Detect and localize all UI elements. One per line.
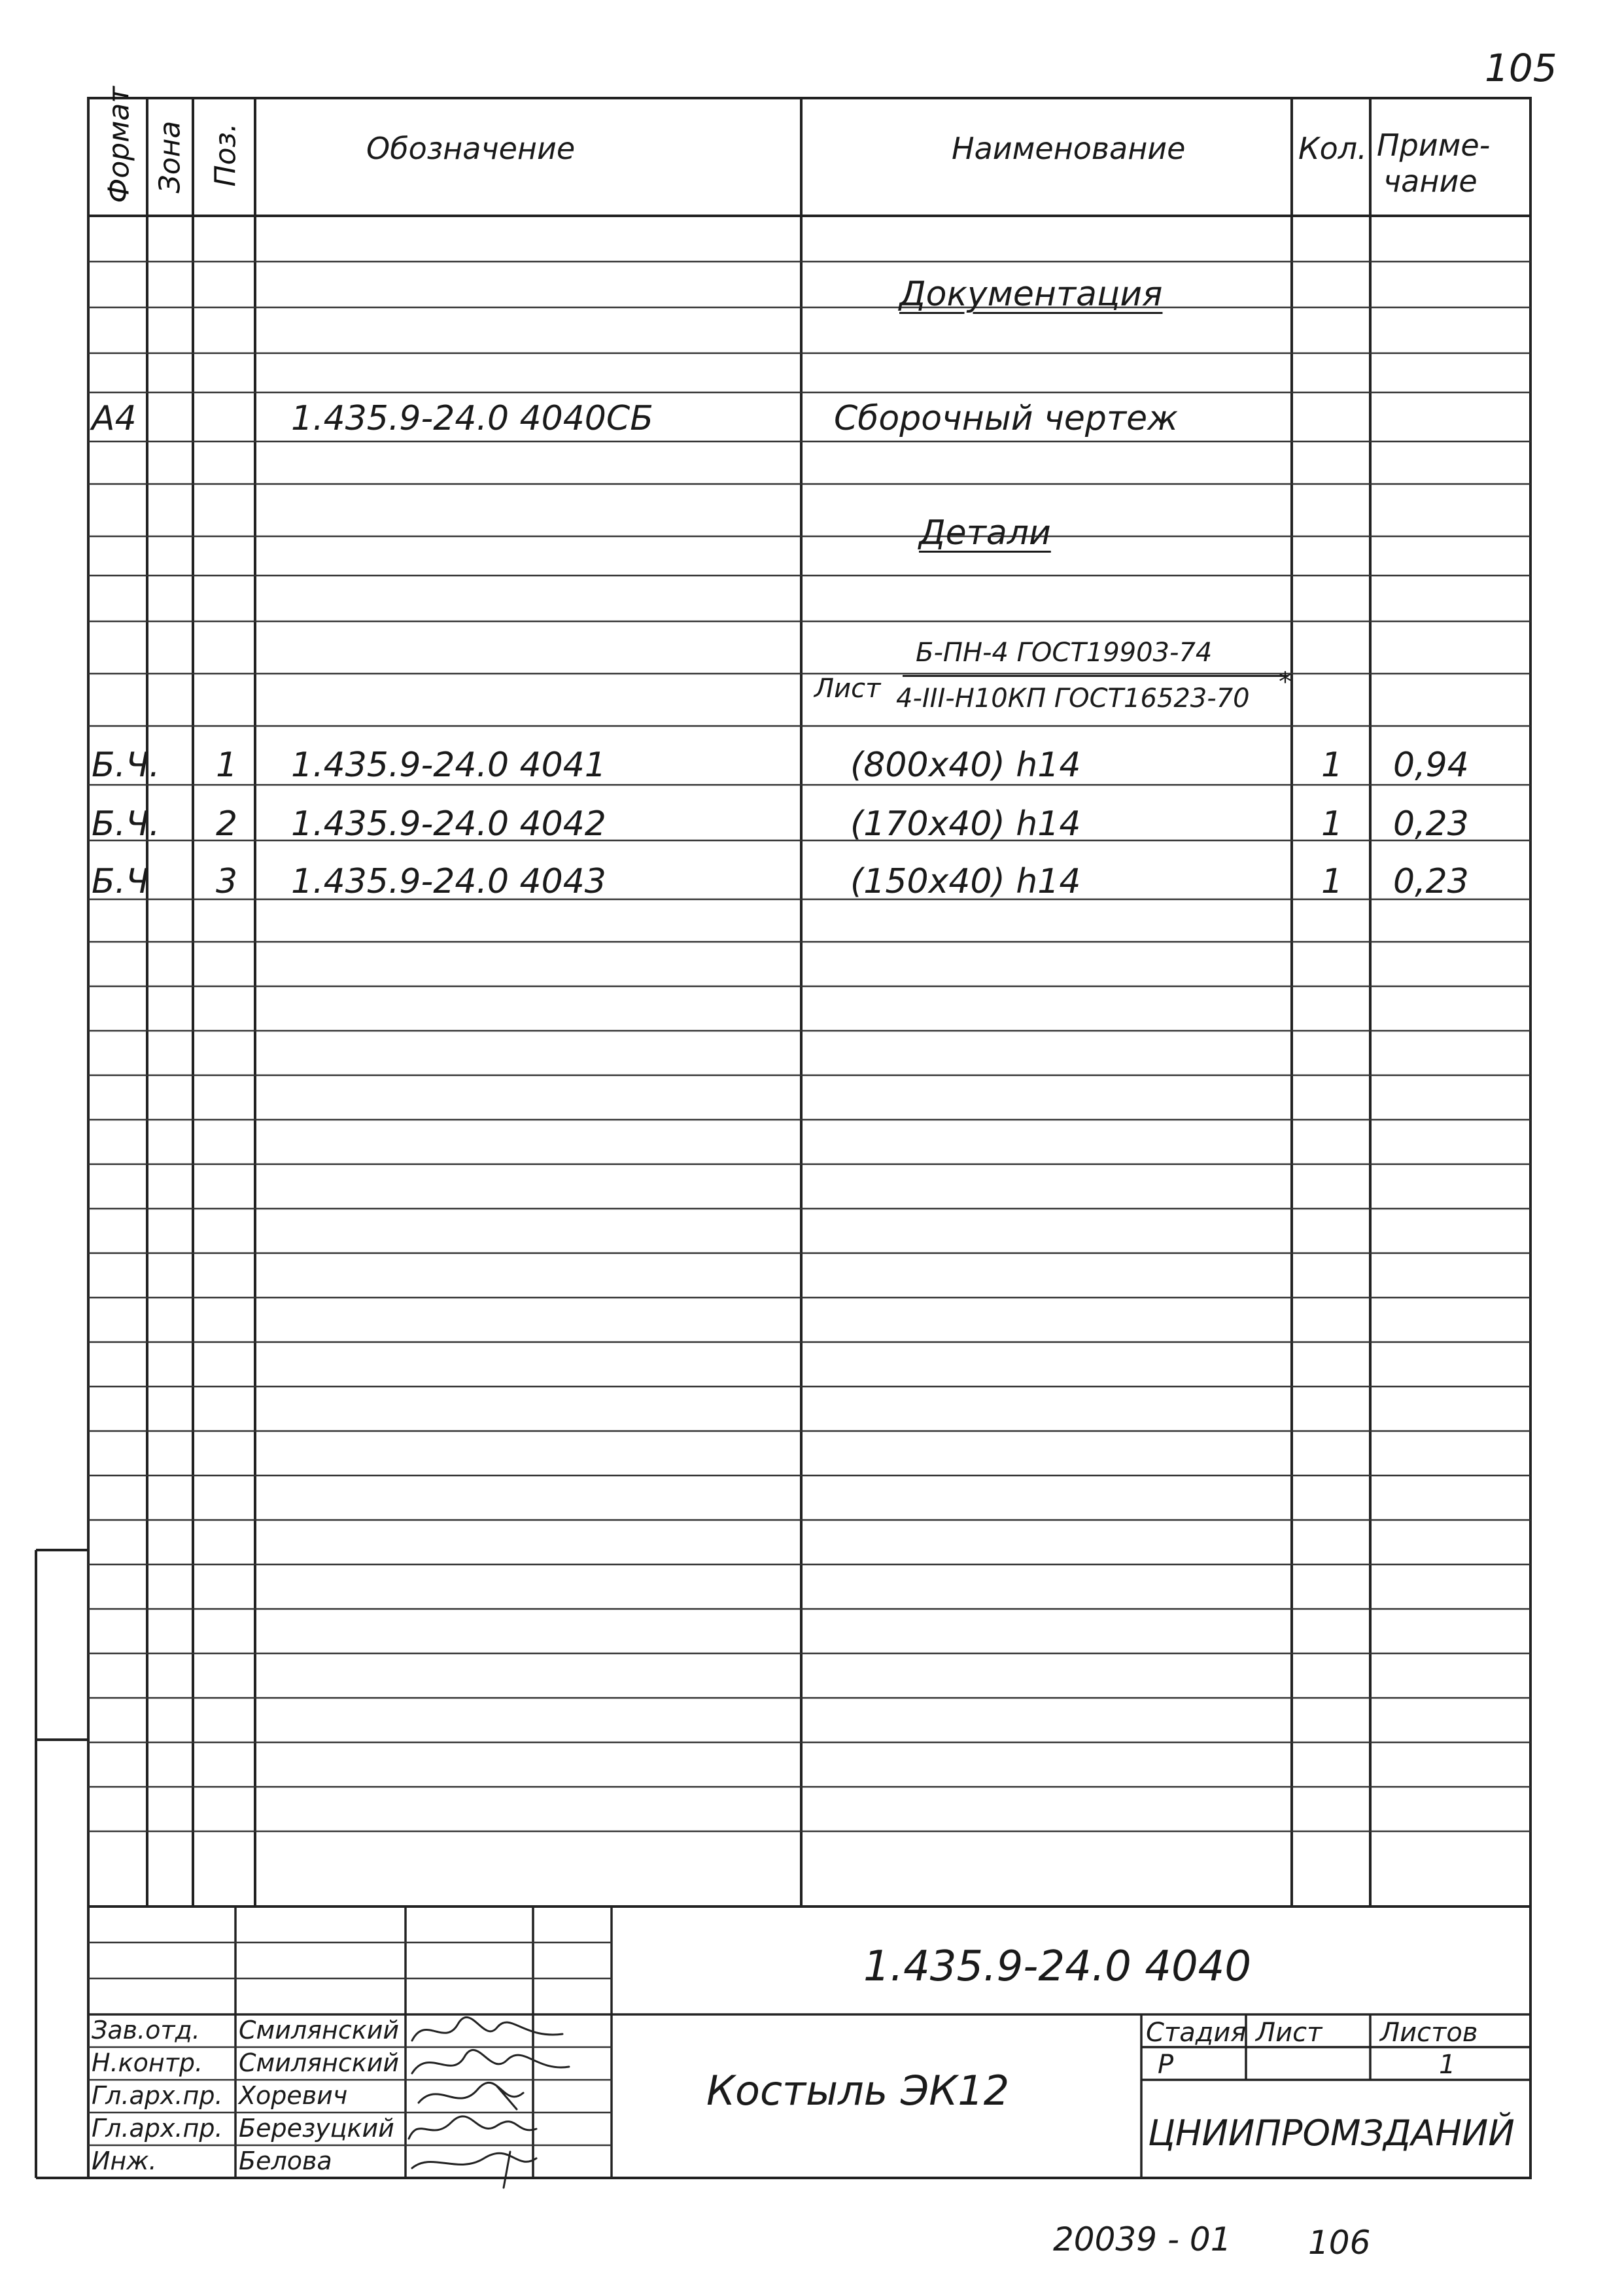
stage-label: Стадия — [1146, 2018, 1247, 2048]
assembly-designation: 1.435.9-24.0 4040СБ — [291, 399, 653, 438]
signature-role: Зав.отд. — [92, 2016, 200, 2045]
column-name-header: Наименование — [952, 131, 1186, 166]
section-documentation: Документация — [899, 275, 1163, 314]
item-pos: 1 — [216, 746, 238, 785]
item-qty: 1 — [1321, 804, 1343, 844]
signature-role: Гл.арх.пр. — [92, 2114, 223, 2143]
column-note-header-line2: чание — [1383, 164, 1477, 199]
item-note: 0,94 — [1393, 746, 1469, 785]
organization: ЦНИИПРОМЗДАНИЙ — [1148, 2113, 1515, 2154]
material-mark: * — [1279, 667, 1292, 697]
item-format: Б.Ч — [92, 862, 149, 901]
item-designation: 1.435.9-24.0 4041 — [291, 746, 606, 785]
title-doc-code: 1.435.9-24.0 4040 — [863, 1942, 1252, 1991]
stage-value: Р — [1158, 2050, 1174, 2080]
signature-name: Смилянский — [239, 2016, 400, 2045]
signature-name: Хоревич — [239, 2081, 348, 2110]
material-denominator: 4-III-Н10КП ГОСТ16523-70 — [896, 683, 1250, 714]
column-qty-header: Кол. — [1298, 131, 1367, 166]
assembly-format: А4 — [92, 399, 137, 438]
item-format: Б.Ч. — [92, 746, 160, 785]
signature-name: Березуцкий — [239, 2114, 394, 2143]
item-note: 0,23 — [1393, 862, 1469, 901]
material-numerator: Б-ПН-4 ГОСТ19903-74 — [916, 638, 1213, 668]
column-designation-header: Обозначение — [366, 131, 576, 166]
material-fraction-line — [903, 675, 1288, 677]
signature-role: Н.контр. — [92, 2048, 203, 2077]
item-designation: 1.435.9-24.0 4042 — [291, 804, 606, 844]
column-pos-header: Поз. — [209, 123, 243, 187]
column-format-header: Формат — [102, 86, 136, 203]
signature-name: Смилянский — [239, 2048, 400, 2077]
item-name: (170х40) h14 — [850, 804, 1081, 844]
footer-page: 106 — [1308, 2224, 1371, 2262]
column-note-header-line1: Приме- — [1377, 128, 1491, 163]
item-pos: 3 — [216, 862, 238, 901]
material-prefix: Лист — [814, 674, 881, 704]
sheets-value: 1 — [1439, 2050, 1456, 2080]
inventory-number: 20039 - 01 — [1053, 2220, 1232, 2258]
item-name: (800х40) h14 — [850, 746, 1081, 785]
item-designation: 1.435.9-24.0 4043 — [291, 862, 606, 901]
item-note: 0,23 — [1393, 804, 1469, 844]
signatures — [409, 2017, 569, 2188]
item-qty: 1 — [1321, 862, 1343, 901]
assembly-name: Сборочный чертеж — [834, 399, 1178, 438]
title-name: Костыль ЭК12 — [706, 2067, 1010, 2114]
signature-name: Белова — [239, 2147, 332, 2175]
item-format: Б.Ч. — [92, 804, 160, 844]
item-name: (150х40) h14 — [850, 862, 1081, 901]
column-zone-header: Зона — [153, 120, 187, 194]
page-number: 105 — [1485, 46, 1557, 90]
section-details: Детали — [919, 513, 1051, 553]
signature-role: Гл.арх.пр. — [92, 2081, 223, 2110]
sheet-label: Лист — [1256, 2018, 1322, 2048]
item-pos: 2 — [216, 804, 238, 844]
sheets-label: Листов — [1380, 2018, 1478, 2048]
item-qty: 1 — [1321, 746, 1343, 785]
signature-role: Инж. — [92, 2147, 157, 2175]
